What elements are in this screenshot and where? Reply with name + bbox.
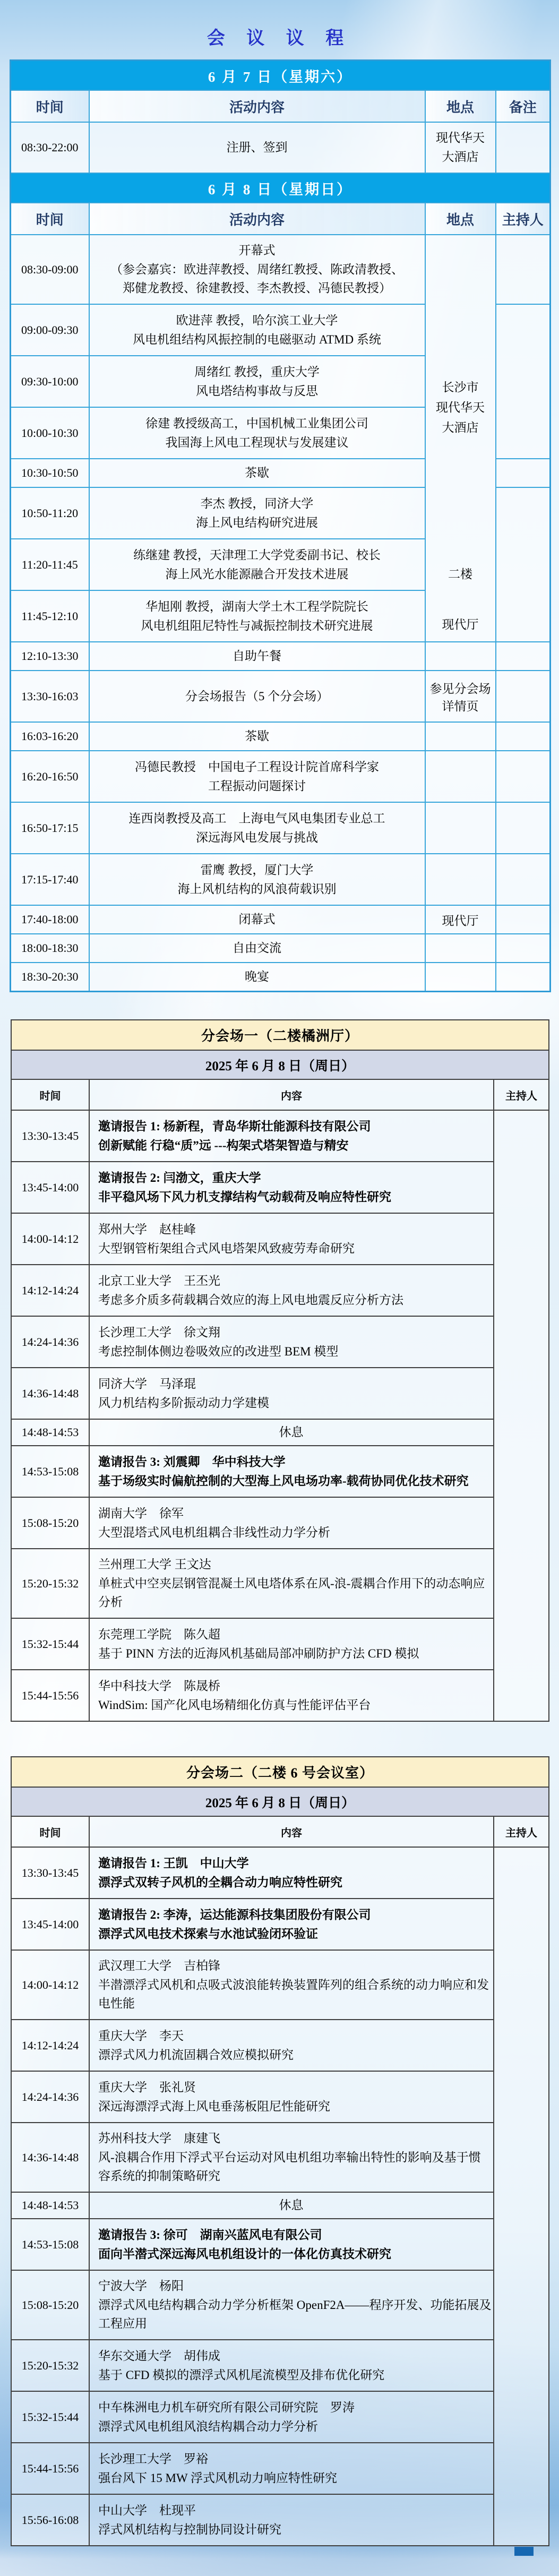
- content-line: 漂浮式双转子风机的全耦合动力响应特性研究: [98, 1875, 342, 1889]
- session1-section: [11, 1019, 548, 1722]
- schedule-row: [11, 1265, 549, 1316]
- time-cell: 13:30-13:45: [11, 1110, 89, 1162]
- content-line: 浮式风机结构与控制协同设计研究: [98, 2522, 281, 2536]
- content-line: 郑健龙教授、徐建教授、李杰教授、冯德民教授）: [123, 281, 391, 295]
- content-cell: [89, 539, 425, 590]
- schedule-row: [11, 671, 551, 722]
- content-line: 工程振动问题探讨: [208, 779, 306, 793]
- time-cell: 15:20-15:32: [11, 1549, 89, 1618]
- column-header-host: 主持人: [494, 1079, 549, 1110]
- content-line: 武汉理工大学 吉柏锋: [98, 1959, 220, 1973]
- column-header-time: 时间: [11, 1816, 89, 1847]
- content-cell: [89, 407, 425, 459]
- time-cell: 11:45-12:10: [11, 590, 89, 642]
- content-cell: [89, 2071, 494, 2123]
- content-cell: [89, 905, 425, 934]
- schedule-row: [11, 1618, 549, 1670]
- content-line: 华东交通大学 胡伟成: [98, 2349, 220, 2363]
- time-cell: 09:00-09:30: [11, 304, 89, 356]
- content-line: 分会场报告（5 个分会场）: [185, 689, 329, 703]
- time-cell: 14:24-14:36: [11, 2071, 89, 2123]
- content-line: 茶歇: [245, 466, 269, 480]
- content-cell: [89, 2192, 494, 2219]
- content-line: 宁波大学 杨阳: [98, 2279, 184, 2293]
- time-cell: 13:45-14:00: [11, 1162, 89, 1213]
- content-cell: [89, 963, 425, 991]
- time-cell: 15:08-15:20: [11, 1497, 89, 1549]
- session-date-row: [11, 1050, 549, 1079]
- date-band: 6 月 7 日（星期六）: [11, 61, 551, 91]
- content-line: 大型钢管桁架组合式风电塔架风致疲劳寿命研究: [98, 1241, 355, 1255]
- content-line: 休息: [279, 2199, 304, 2212]
- content-line: 海上风电结构研究进展: [196, 516, 318, 529]
- host-cell: [496, 854, 551, 905]
- schedule-row: [11, 934, 551, 963]
- host-cell: [496, 235, 551, 304]
- content-cell: [89, 1110, 494, 1162]
- content-line: 漂浮式风电技术探索与水池试验闭环验证: [98, 1927, 318, 1940]
- column-header-host: 主持人: [494, 1816, 549, 1847]
- content-line: 风电机组结构风振控制的电磁驱动 ATMD 系统: [133, 332, 381, 346]
- schedule-row: [11, 1110, 549, 1162]
- content-line: 同济大学 马泽琨: [98, 1377, 196, 1390]
- schedule-row: [11, 1497, 549, 1549]
- content-cell: [89, 2123, 494, 2192]
- time-cell: 10:50-11:20: [11, 487, 89, 539]
- content-line: 兰州理工大学 王文达: [98, 1558, 211, 1572]
- time-cell: 14:36-14:48: [11, 1368, 89, 1419]
- time-cell: 14:12-14:24: [11, 2020, 89, 2071]
- time-cell: 14:48-14:53: [11, 2192, 89, 2219]
- content-line: 休息: [279, 1426, 304, 1439]
- date-band-row: [11, 173, 551, 203]
- schedule-row: [11, 751, 551, 802]
- column-header: 活动内容: [89, 203, 425, 235]
- schedule-row: [11, 1316, 549, 1368]
- session2-section: [11, 1756, 548, 2546]
- content-line: WindSim: 国产化风电场精细化仿真与性能评估平台: [98, 1698, 371, 1712]
- page-title: 会 议 议 程: [207, 29, 352, 48]
- location-cell: 参见分会场详情页: [425, 671, 496, 722]
- content-line: 周绪红 教授，重庆大学: [194, 365, 320, 379]
- time-cell: 15:08-15:20: [11, 2270, 89, 2340]
- content-cell: [89, 1368, 494, 1419]
- content-cell: [89, 1162, 494, 1213]
- session-date-band: 2025 年 6 月 8 日（周日）: [11, 1787, 549, 1816]
- time-cell: 14:12-14:24: [11, 1265, 89, 1316]
- time-cell: 15:44-15:56: [11, 1670, 89, 1721]
- content-line: 漂浮式风电机组风浪结构耦合动力学分析: [98, 2419, 318, 2433]
- schedule-row: [11, 2219, 549, 2270]
- location-cell: [425, 934, 496, 963]
- location-cell: [425, 642, 496, 671]
- host-cell: [496, 802, 551, 854]
- location-line: 现代厅: [442, 618, 479, 632]
- location-cell: [425, 122, 496, 173]
- time-cell: 14:53-15:08: [11, 1446, 89, 1497]
- content-line: 邀请报告 3: 刘震卿 华中科技大学: [98, 1455, 286, 1469]
- time-cell: 08:30-22:00: [11, 122, 89, 173]
- content-cell: [89, 1419, 494, 1446]
- content-line: 大型混塔式风电机组耦合非线性动力学分析: [98, 1525, 330, 1539]
- content-line: （参会嘉宾：欧进萍教授、周绪红教授、陈政清教授、: [110, 262, 403, 276]
- schedule-row: [11, 2270, 549, 2340]
- content-line: 华中科技大学 陈晟桥: [98, 1679, 220, 1693]
- time-cell: 15:56-16:08: [11, 2494, 89, 2546]
- content-cell: [89, 1670, 494, 1721]
- content-cell: [89, 1950, 494, 2020]
- column-header-time: 时间: [11, 1079, 89, 1110]
- location-cell: [425, 854, 496, 905]
- location-line: 长沙市: [442, 380, 479, 394]
- main-schedule-table: [10, 59, 551, 992]
- schedule-row: [11, 963, 551, 991]
- content-cell: [89, 1446, 494, 1497]
- content-line: 深远海风电发展与挑战: [196, 830, 318, 844]
- schedule-row: [11, 905, 551, 934]
- column-header: 地点: [425, 90, 496, 122]
- time-cell: 14:00-14:12: [11, 1950, 89, 2020]
- session-date-band: 2025 年 6 月 8 日（周日）: [11, 1050, 549, 1079]
- content-line: 郑州大学 赵桂峰: [98, 1222, 196, 1236]
- content-line: 自助午餐: [233, 649, 281, 663]
- content-cell: [89, 459, 425, 487]
- schedule-row: [11, 235, 551, 304]
- session1-table: [11, 1019, 549, 1722]
- date-band-row: [11, 61, 551, 91]
- schedule-row: [11, 1446, 549, 1497]
- schedule-row: [11, 1162, 549, 1213]
- content-cell: [89, 304, 425, 356]
- content-line: 东莞理工学院 陈久超: [98, 1627, 220, 1641]
- time-cell: 08:30-09:00: [11, 235, 89, 304]
- date-band: 6 月 8 日（星期日）: [11, 173, 551, 203]
- content-cell: [89, 2391, 494, 2443]
- location-cell: [425, 751, 496, 802]
- content-line: 注册、签到: [226, 141, 288, 154]
- content-line: 练继建 教授，天津理工大学党委副书记、校长: [133, 548, 381, 562]
- content-line: 邀请报告 2: 李涛，运达能源科技集团股份有限公司: [98, 1908, 371, 1921]
- column-header-row: [11, 1079, 549, 1110]
- content-line: 基于 CFD 模拟的漂浮式风机尾流模型及排布优化研究: [98, 2368, 385, 2382]
- schedule-row: [11, 1549, 549, 1618]
- content-line: 风力机结构多阶振动动力学建模: [98, 1396, 269, 1410]
- time-cell: 14:36-14:48: [11, 2123, 89, 2192]
- content-line: 徐建 教授级高工，中国机械工业集团公司: [145, 416, 368, 430]
- content-line: 邀请报告 1: 王凯 中山大学: [98, 1856, 249, 1870]
- session-date-row: [11, 1787, 549, 1816]
- content-line: 基于 PINN 方法的近海风机基础局部冲刷防护方法 CFD 模拟: [98, 1646, 419, 1660]
- schedule-row: [11, 802, 551, 854]
- column-header-row: [11, 90, 551, 122]
- schedule-row: [11, 2071, 549, 2123]
- location-line: 现代华天: [436, 401, 485, 415]
- time-cell: 11:20-11:45: [11, 539, 89, 590]
- note-cell: [496, 122, 551, 173]
- content-cell: [89, 751, 425, 802]
- content-line: 现代华天: [436, 131, 485, 145]
- time-cell: 10:30-10:50: [11, 459, 89, 487]
- location-cell: [425, 235, 496, 642]
- content-cell: [89, 2020, 494, 2071]
- content-line: 华旭刚 教授，湖南大学土木工程学院院长: [145, 599, 368, 613]
- host-cell: [496, 459, 551, 487]
- content-line: 重庆大学 张礼贤: [98, 2080, 196, 2094]
- time-cell: 09:30-10:00: [11, 356, 89, 407]
- time-cell: 13:30-16:03: [11, 671, 89, 722]
- content-cell: [89, 671, 425, 722]
- decorative-blue-square: [514, 2547, 534, 2556]
- column-header: 时间: [11, 203, 89, 235]
- content-line: 自由交流: [233, 941, 281, 955]
- host-cell: [496, 905, 551, 934]
- host-cell: [496, 642, 551, 671]
- time-cell: 18:00-18:30: [11, 934, 89, 963]
- content-line: 风电塔结构事故与反思: [196, 384, 318, 398]
- schedule-row: [11, 1670, 549, 1721]
- content-line: 我国海上风电工程现状与发展建议: [165, 435, 349, 449]
- session-title-row: [11, 1757, 549, 1787]
- time-cell: 10:00-10:30: [11, 407, 89, 459]
- content-line: 苏州科技大学 康建飞: [98, 2132, 220, 2145]
- content-line: 半潜漂浮式风机和点吸式波浪能转换装置阵列的组合系统的动力响应和发电性能: [98, 1978, 489, 2011]
- content-cell: [89, 1497, 494, 1549]
- content-cell: [89, 1899, 494, 1950]
- content-line: 海上风机结构的风浪荷载识别: [177, 882, 337, 896]
- content-line: 湖南大学 徐军: [98, 1506, 184, 1520]
- column-header-row: [11, 1816, 549, 1847]
- content-cell: [89, 2443, 494, 2494]
- time-cell: 16:20-16:50: [11, 751, 89, 802]
- schedule-row: [11, 122, 551, 173]
- content-cell: [89, 122, 425, 173]
- time-cell: 14:48-14:53: [11, 1419, 89, 1446]
- content-cell: [89, 1265, 494, 1316]
- content-line: 考虑控制体侧边卷吸效应的改进型 BEM 模型: [98, 1344, 339, 1358]
- content-line: 北京工业大学 王丕光: [98, 1274, 220, 1287]
- time-cell: 14:24-14:36: [11, 1316, 89, 1368]
- schedule-row: [11, 1950, 549, 2020]
- content-line: 连西岗教授及高工 上海电气风电集团专业总工: [128, 811, 385, 825]
- time-cell: 15:20-15:32: [11, 2340, 89, 2391]
- content-line: 中山大学 杜现平: [98, 2503, 196, 2517]
- schedule-row: [11, 2020, 549, 2071]
- time-cell: 16:03-16:20: [11, 722, 89, 751]
- session-title-row: [11, 1020, 549, 1050]
- content-line: 创新赋能 行稳“质”远 ---构架式塔架智造与精安: [98, 1138, 349, 1152]
- column-header-content: 内容: [89, 1079, 494, 1110]
- content-line: 闭幕式: [238, 913, 276, 926]
- time-cell: 14:53-15:08: [11, 2219, 89, 2270]
- content-line: 风电机组阻尼特性与减振控制技术研究进展: [141, 619, 373, 632]
- schedule-row: [11, 2494, 549, 2546]
- time-cell: 15:32-15:44: [11, 2391, 89, 2443]
- time-cell: 15:44-15:56: [11, 2443, 89, 2494]
- content-line: 大酒店: [442, 150, 479, 164]
- content-cell: [89, 642, 425, 671]
- column-header: 备注: [496, 90, 551, 122]
- host-cell: [494, 1110, 549, 1721]
- content-cell: [89, 854, 425, 905]
- content-cell: [89, 1549, 494, 1618]
- time-cell: 14:00-14:12: [11, 1213, 89, 1265]
- location-cell: 现代厅: [425, 905, 496, 934]
- column-header: 活动内容: [89, 90, 425, 122]
- schedule-row: [11, 2192, 549, 2219]
- host-cell: [496, 722, 551, 751]
- content-line: 重庆大学 李天: [98, 2029, 184, 2042]
- schedule-row: [11, 1368, 549, 1419]
- content-cell: [89, 2219, 494, 2270]
- content-cell: [89, 2494, 494, 2546]
- time-cell: 13:30-13:45: [11, 1847, 89, 1899]
- content-line: 长沙理工大学 罗裕: [98, 2452, 208, 2466]
- time-cell: 17:15-17:40: [11, 854, 89, 905]
- content-line: 深远海漂浮式海上风电垂荡板阻尼性能研究: [98, 2099, 330, 2113]
- column-header-row: [11, 203, 551, 235]
- content-line: 李杰 教授，同济大学: [200, 496, 314, 510]
- content-cell: [89, 2270, 494, 2340]
- content-line: 漂浮式风力机流固耦合效应模拟研究: [98, 2048, 294, 2062]
- content-cell: [89, 1213, 494, 1265]
- time-cell: 18:30-20:30: [11, 963, 89, 991]
- schedule-row: [11, 1419, 549, 1446]
- content-cell: [89, 934, 425, 963]
- content-line: 冯德民教授 中国电子工程设计院首席科学家: [135, 760, 379, 774]
- host-cell: [496, 304, 551, 459]
- content-line: 茶歇: [245, 729, 269, 743]
- session2-table: [11, 1756, 549, 2546]
- location-cell: [425, 963, 496, 991]
- host-cell: [494, 1847, 549, 2546]
- content-line: 雷鹰 教授，厦门大学: [200, 863, 314, 877]
- time-cell: 12:10-13:30: [11, 642, 89, 671]
- schedule-row: [11, 1899, 549, 1950]
- column-header-content: 内容: [89, 1816, 494, 1847]
- host-cell: [496, 934, 551, 963]
- content-cell: [89, 2340, 494, 2391]
- column-header: 地点: [425, 203, 496, 235]
- content-line: 强台风下 15 MW 浮式风机动力响应特性研究: [98, 2471, 337, 2485]
- location-cell: [425, 802, 496, 854]
- time-cell: 15:32-15:44: [11, 1618, 89, 1670]
- column-header: 时间: [11, 90, 89, 122]
- schedule-row: [11, 1213, 549, 1265]
- content-cell: [89, 235, 425, 304]
- time-cell: 13:45-14:00: [11, 1899, 89, 1950]
- schedule-row: [11, 642, 551, 671]
- schedule-row: [11, 854, 551, 905]
- schedule-row: [11, 1847, 549, 1899]
- content-cell: [89, 590, 425, 642]
- column-header: 主持人: [496, 203, 551, 235]
- schedule-row: [11, 722, 551, 751]
- content-line: 欧进萍 教授，哈尔滨工业大学: [176, 313, 338, 327]
- content-line: 风-浪耦合作用下浮式平台运动对风电机组功率输出特性的影响及基于惯容系统的抑制策略研究: [98, 2150, 481, 2183]
- time-cell: 17:40-18:00: [11, 905, 89, 934]
- content-line: 晚宴: [245, 969, 269, 983]
- content-line: 邀请报告 2: 闫渤文，重庆大学: [98, 1171, 261, 1184]
- content-cell: [89, 487, 425, 539]
- content-cell: [89, 722, 425, 751]
- content-cell: [89, 1316, 494, 1368]
- schedule-row: [11, 2443, 549, 2494]
- content-line: 考虑多介质多荷载耦合效应的海上风电地震反应分析方法: [98, 1293, 403, 1307]
- session-title-band: 分会场二（二楼 6 号会议室）: [11, 1757, 549, 1787]
- host-cell: [496, 751, 551, 802]
- host-cell: [496, 963, 551, 991]
- host-cell: [496, 487, 551, 642]
- content-line: 海上风光水能源融合开发技术进展: [165, 567, 349, 581]
- location-cell: [425, 722, 496, 751]
- content-cell: [89, 802, 425, 854]
- location-line: 大酒店: [442, 421, 479, 435]
- content-line: 邀请报告 3: 徐可 湖南兴蓝风电有限公司: [98, 2228, 322, 2242]
- content-line: 中车株洲电力机车研究所有限公司研究院 罗涛: [98, 2400, 355, 2414]
- content-line: 面向半潜式深远海风电机组设计的一体化仿真技术研究: [98, 2247, 391, 2261]
- session-title-band: 分会场一（二楼橘洲厅）: [11, 1020, 549, 1050]
- content-line: 基于场级实时偏航控制的大型海上风电场功率-载荷协同优化技术研究: [98, 1474, 469, 1488]
- content-cell: [89, 1847, 494, 1899]
- content-line: 邀请报告 1: 杨新程，青岛华斯壮能源科技有限公司: [98, 1119, 371, 1133]
- host-cell: [496, 671, 551, 722]
- content-cell: [89, 356, 425, 407]
- location-line: 二楼: [448, 567, 472, 581]
- content-line: 漂浮式风电结构耦合动力学分析框架 OpenF2A——程序开发、功能拓展及工程应用: [98, 2298, 492, 2331]
- schedule-row: [11, 2123, 549, 2192]
- content-line: 单桩式中空夹层钢管混凝土风电塔体系在风-浪-震耦合作用下的动态响应分析: [98, 1576, 485, 1609]
- content-line: 长沙理工大学 徐文翔: [98, 1325, 220, 1339]
- schedule-row: [11, 2391, 549, 2443]
- content-line: 开幕式: [238, 244, 276, 257]
- time-cell: 16:50-17:15: [11, 802, 89, 854]
- content-cell: [89, 1618, 494, 1670]
- schedule-row: [11, 2340, 549, 2391]
- content-line: 非平稳风场下风力机支撑结构气动载荷及响应特性研究: [98, 1190, 391, 1204]
